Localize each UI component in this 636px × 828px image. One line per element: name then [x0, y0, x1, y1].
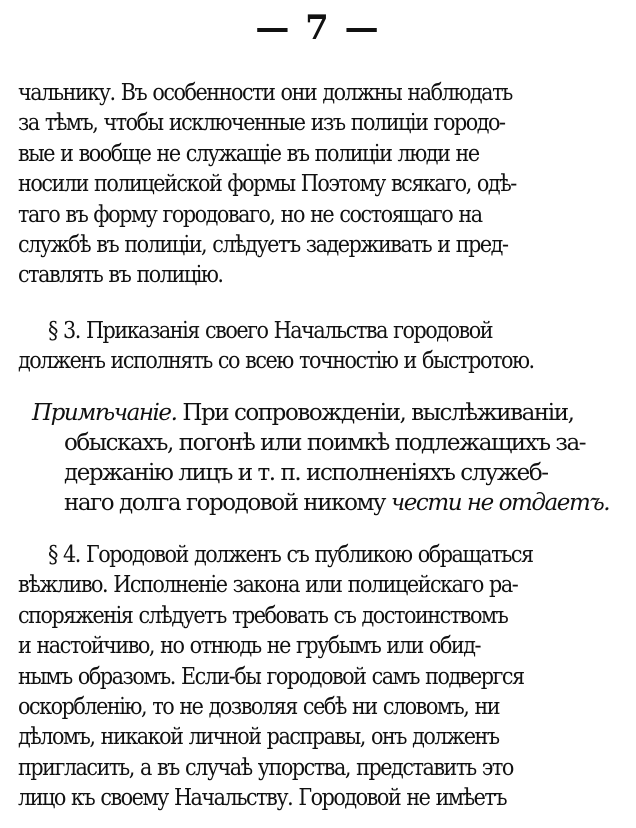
note-text: наго долга городовой никому — [64, 490, 386, 516]
note-text: При сопровожденіи, выслѣживаніи, — [182, 400, 574, 426]
note-line: обыскахъ, погонѣ или поимкѣ подлежащихъ за- — [64, 430, 586, 456]
note-line: держанію лицъ и т. п. исполненіяхъ служеб- — [64, 460, 548, 486]
text-line: и настойчиво, но отнюдь не грубымъ или обид- — [18, 633, 481, 660]
text-line: вые и вообще не служащіе въ полиціи люди не — [18, 140, 479, 167]
text-line: пригласить, а въ случаѣ упорства, представить это — [18, 754, 513, 781]
text-line: дѣломъ, никакой личной расправы, онъ долженъ — [18, 724, 499, 751]
note-block — [32, 398, 624, 518]
text-line: за тѣмъ, чтобы исключенные изъ полиціи городо- — [18, 110, 505, 137]
note-emphasis: чести не отдаетъ. — [390, 490, 610, 516]
note-label: Примѣчаніе. — [32, 400, 177, 426]
text-line: оскорбленію, то не дозволяя себѣ ни словомъ, ни — [18, 693, 500, 720]
text-line: нымъ образомъ. Если-бы городовой самъ подвергся — [18, 663, 524, 690]
text-line: долженъ исполнять со всею точностію и быстротою. — [18, 348, 534, 375]
paragraph-continuation — [18, 78, 624, 291]
note-first-line — [32, 398, 624, 428]
text-line: § 4. Городовой долженъ съ публикою обращаться — [48, 542, 533, 568]
page-number: — 7 — — [255, 8, 381, 48]
paragraph-section-4 — [18, 540, 624, 814]
text-line: лицо къ своему Начальству. Городовой не имѣетъ — [18, 785, 507, 812]
text-line: споряженія слѣдуетъ требовать съ достоинствомъ — [18, 602, 508, 629]
text-line: носили полицейской формы Поэтому всякаго, одѣ- — [18, 171, 516, 198]
text-line: службѣ въ полиціи, слѣдуетъ задерживать и пред- — [18, 231, 508, 258]
text-line: § 3. Приказанія своего Начальства городовой — [48, 318, 493, 344]
text-line: ставлять въ полицію. — [18, 262, 223, 289]
text-line: чальнику. Въ особенности они должны наблюдать — [18, 80, 512, 106]
text-line: вѣжливо. Исполненіе закона или полицейскаго ра- — [18, 572, 518, 599]
note-last-line — [32, 488, 624, 518]
paragraph-section-3 — [18, 316, 624, 377]
text-line: таго въ форму городоваго, но не состоящаго на — [18, 201, 482, 228]
